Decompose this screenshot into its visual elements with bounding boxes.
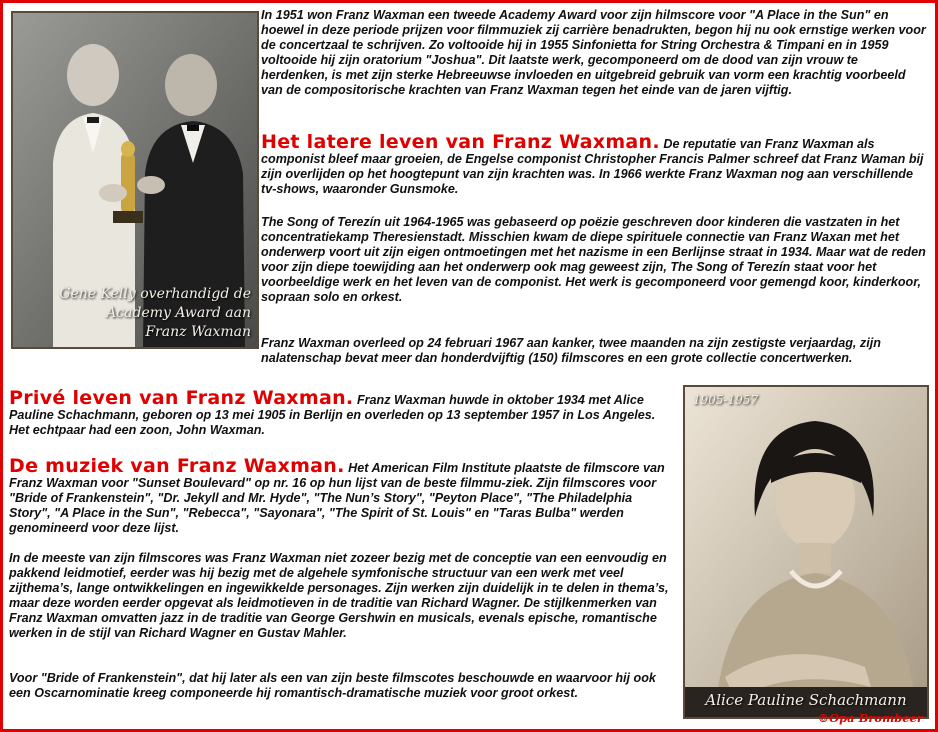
music-paragraph-3: Voor "Bride of Frankenstein", dat hij later als een van zijn beste filmscotes beschouwde en waarvoor hij ook een Oscarnominatie kreeg componeerde hij romantisch-dramatische muziek voor groot orkest.	[9, 671, 656, 701]
music-text-1: Het American Film Institute plaatste de filmscore van Franz Waxman voor "Sunset Boulevard" op nr. 16 op hun lijst van de beste filmmu-ziek. Zijn filmscores voor "Bride of Frankenstein", "Dr. Jekyll and Mr. Hyde", "The Nun’s Story", "Peyton Place", "The Philadelphia Story", "A Place in the Sun", "Rebecca", "Sayonara", "The Spirit of St. Louis" en "Taras Bulba" werden genomineerd voor deze lijst.	[9, 461, 665, 536]
private-life-text: Franz Waxman huwde in oktober 1934 met Alice Pauline Schachmann, geboren op 13 mei 1905 in Berlijn en overleden op 13 september 1957 in Los Angeles. Het echtpaar had een zoon, John Waxman.	[9, 393, 656, 438]
private-life-heading: Privé leven van Franz Waxman.	[9, 387, 354, 409]
photo1-caption-line3: Franz Waxman	[145, 324, 251, 340]
photo2-years: 1905-1957	[693, 393, 759, 407]
private-life-paragraph	[9, 387, 675, 438]
copyright-signature: ©Opa Brombeer	[817, 711, 923, 725]
photo-alice-schachmann	[683, 385, 929, 719]
photo-alice-schachmann-illustration	[685, 387, 927, 717]
photo1-caption-line2: Academy Award aan	[106, 305, 251, 321]
later-life-paragraph-1	[261, 131, 927, 197]
later-life-text-1: De reputatie van Franz Waxman als componist bleef maar groeien, de Engelse componist Christopher Francis Palmer schreef dat Franz Waman bij zijn overlijden op het hoogtepunt van zijn krachten was. In 1966 werkte Franz Waxman nog aan verschillende tv-shows, waaronder Gunsmoke.	[261, 137, 924, 197]
photo1-caption-line1: Gene Kelly overhandigd de	[59, 286, 251, 302]
later-life-paragraph-2: The Song of Terezín uit 1964-1965 was gebaseerd op poëzie geschreven door kinderen die vastzaten in het concentratiekamp Theresienstadt. Misschien kwam de diepe spirituele connectie van Franz Waxan met het onderwerp voort uit zijn eigen ontmoetingen met het nazisme in een Berlijnse straat in 1934. Maar wat de reden voor zijn diepe toewijding aan het onderwerp ook mag geweest zijn, The Song of Terezín staat voor het voorbeeldige werk en het leven van de componist. Het werk is gecomponeerd voor gemengd koor, kinderkoor, sopraan solo en orkest.	[261, 215, 926, 305]
music-paragraph-1	[9, 455, 675, 536]
photo-gene-kelly-waxman	[11, 11, 259, 349]
later-life-paragraph-3: Franz Waxman overleed op 24 februari 1967 aan kanker, twee maanden na zijn zestigste verjaardag, zijn nalatenschap bevat meer dan honderdvijftig (150) filmscores en een grote collectie concertwerken.	[261, 336, 881, 366]
music-paragraph-2: In de meeste van zijn filmscores was Franz Waxman niet zozeer bezig met de conceptie van een eenvoudig en pakkend leidmotief, eerder was hij bezig met de algehele symfonische structuur van een werk met veel zijthema’s, lange ontwikkelingen en ingewikkelde personages. Zijn werken zijn duidelijk in te delen in thema’s, maar deze worden eerder opgevat als leidmotieven in de traditie van Richard Wagner. De stijlkenmerken van Franz Waxman omvatten jazz in de traditie van George Gershwin en musicals, evenals epische, romantische werken in de stijl van Richard Wagner en Gustav Mahler.	[9, 551, 669, 641]
later-life-heading: Het latere leven van Franz Waxman.	[261, 131, 660, 153]
music-heading: De muziek van Franz Waxman.	[9, 455, 345, 477]
photo2-caption: Alice Pauline Schachmann	[705, 691, 907, 709]
intro-paragraph: In 1951 won Franz Waxman een tweede Academy Award voor zijn hilmscore voor "A Place in the Sun" en hoewel in deze periode prijzen voor filmmuziek zij carrière benadrukten, begon hij nu ook ernstige werken voor de concertzaal te schrijven. Zo voltooide hij in 1955 Sinfonietta for String Orchestra & Timpani en in 1959 voltooide hij zijn oratorium "Joshua". Dit laatste werk, gecomponeerd om de dood van zijn vrouw te herdenken, is met zijn sterke Hebreeuwse invloeden en uitgebreid gebruik van vorm een krachtig voorbeeld van de compositorische krachten van Franz Waxman tegen het einde van de jaren vijftig.	[261, 8, 926, 98]
